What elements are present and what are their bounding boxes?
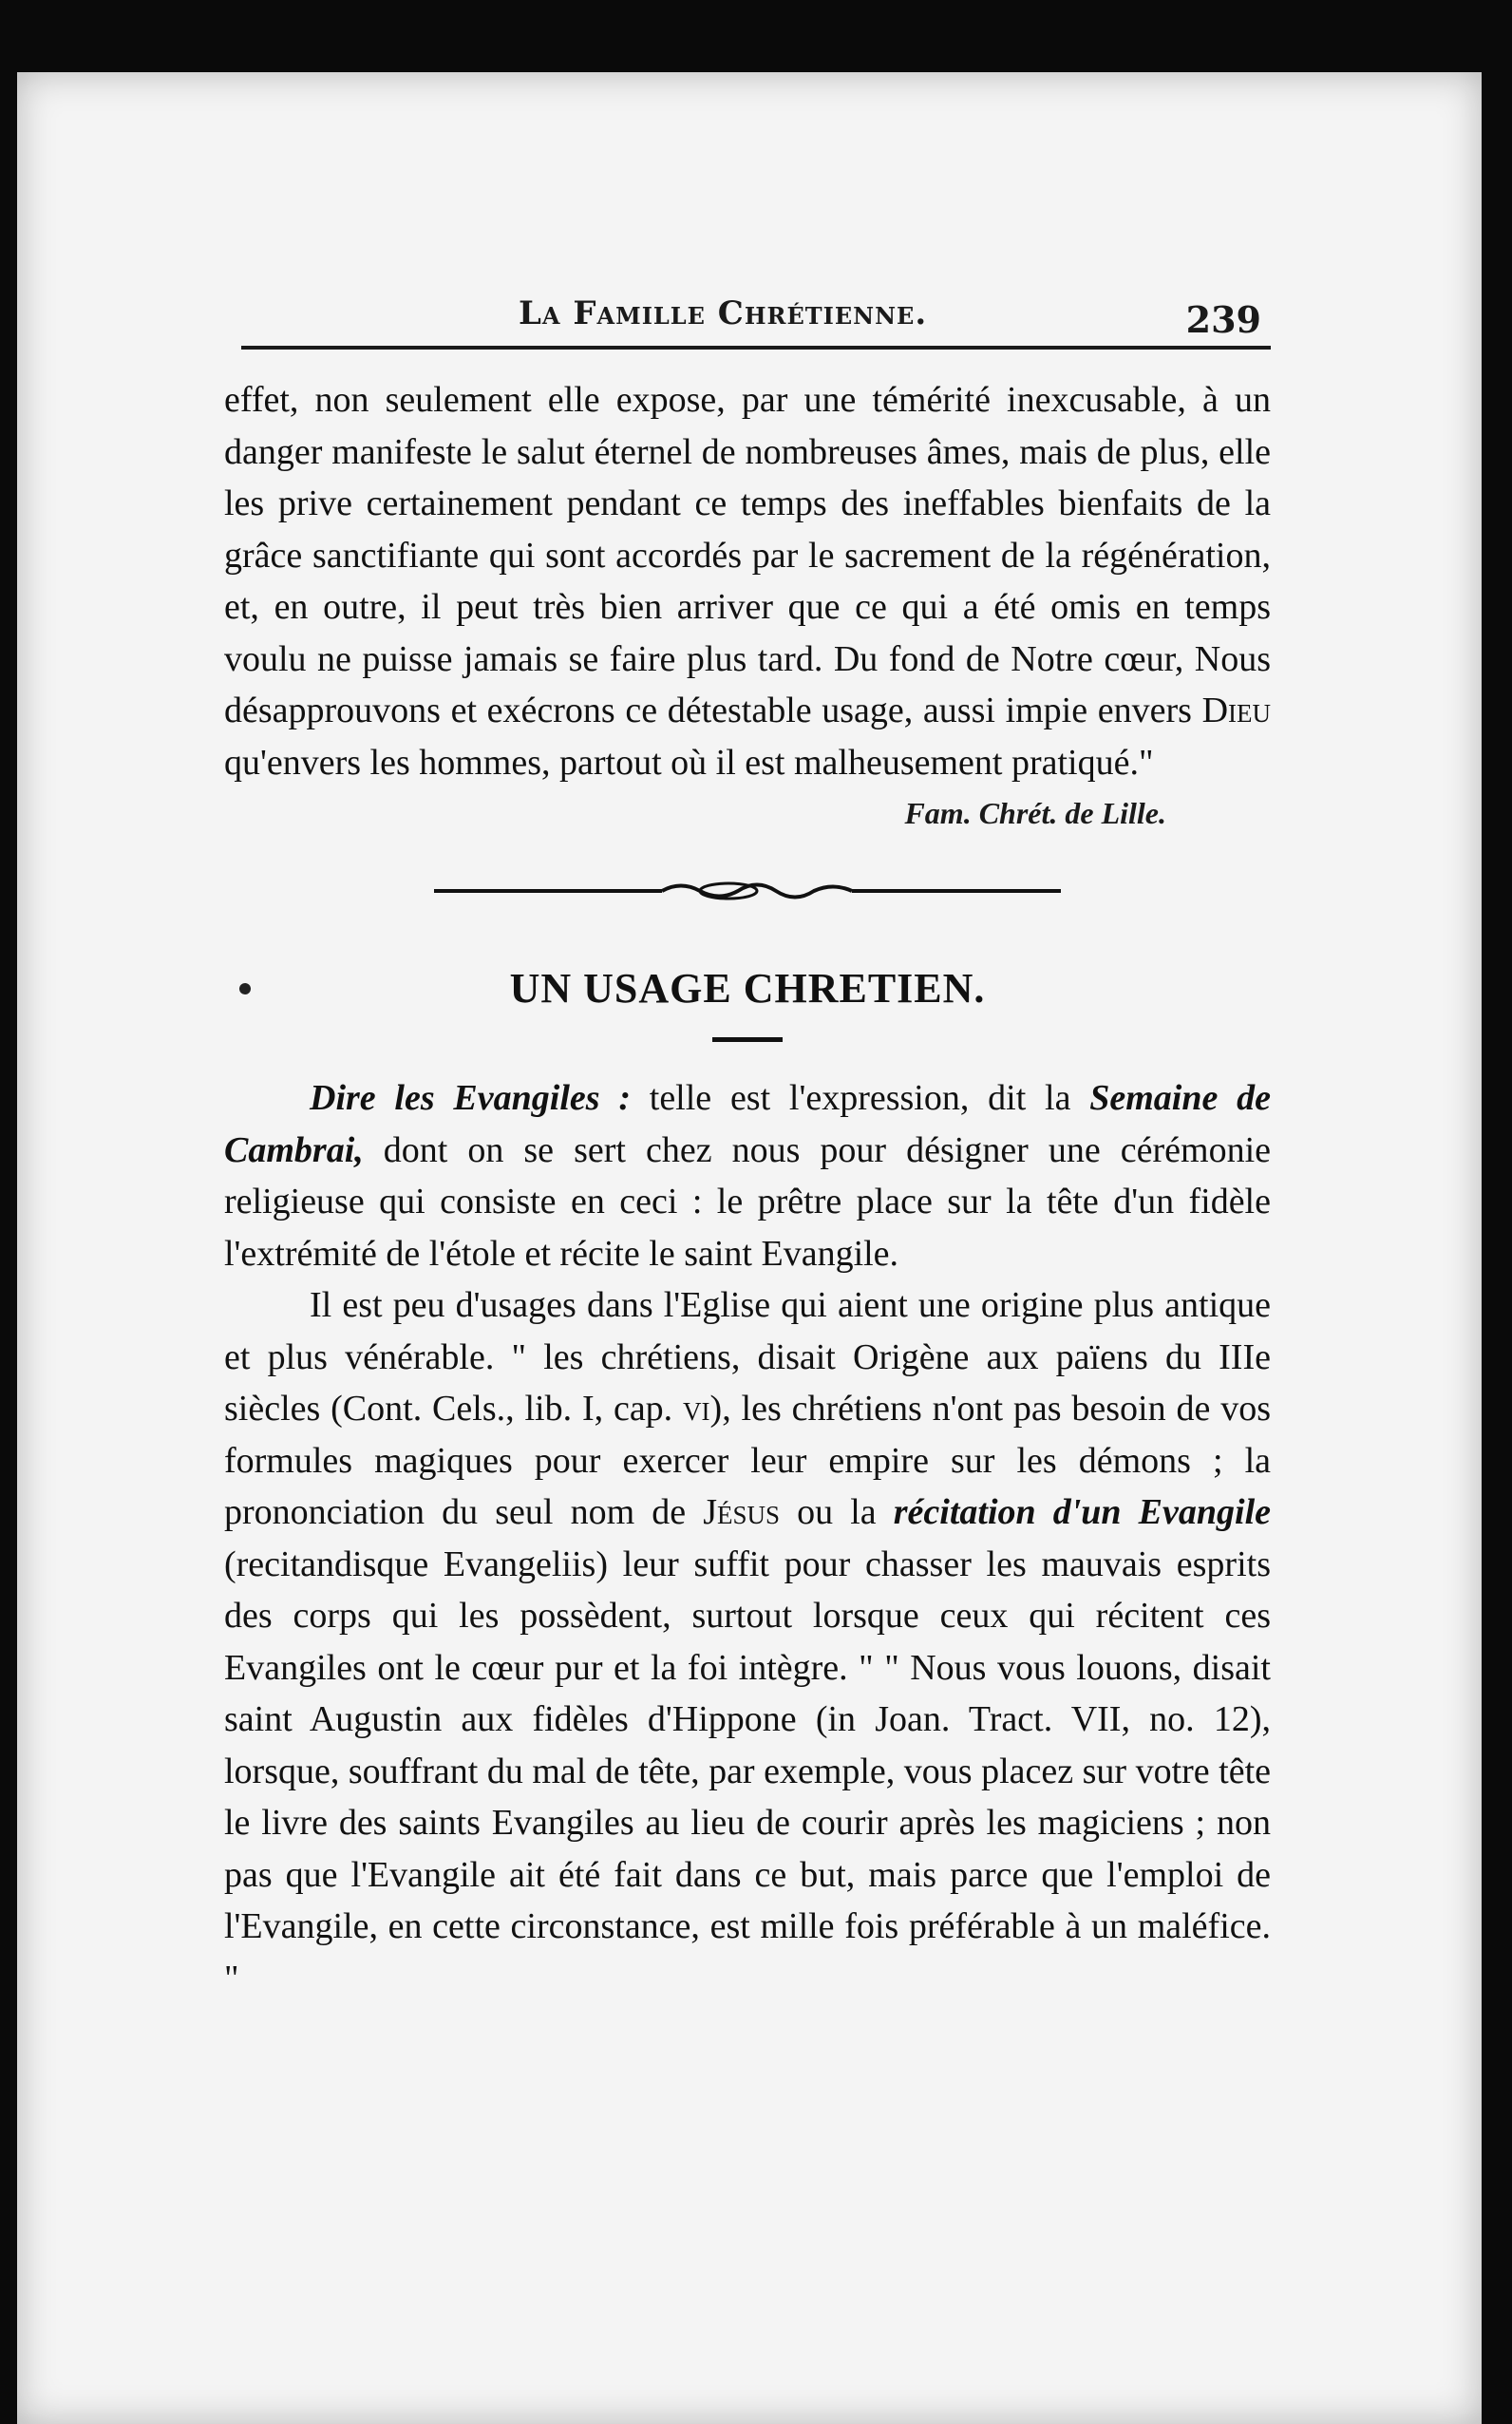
- p2-italic: récitation d'un Evangile: [893, 1492, 1271, 1532]
- passage-text-2: qu'envers les hommes, partout où il est malheusement pratiqué.": [224, 742, 1154, 783]
- p1-italic-b: Semaine de Cambrai,: [224, 1078, 1271, 1170]
- p2-text-c: ou la: [780, 1492, 894, 1532]
- paragraph-2: [224, 1279, 1271, 2004]
- section-body: [224, 1072, 1271, 2004]
- p2-jesus: Jésus: [703, 1492, 781, 1532]
- p2-vi: vi: [683, 1389, 710, 1429]
- title-rule: [712, 1037, 783, 1042]
- source-citation: Fam. Chrét. de Lille.: [904, 796, 1166, 830]
- page-content: [224, 291, 1271, 2004]
- passage-text-1: effet, non seulement elle expose, par une témérité inexcusable, à un danger manifeste le salut éternel de nombreuses âmes, mais de plus, elle les prive certainement pendant ce temps des ineffables bienfaits de la grâce sanctifiante qui sont accordés par le sacrement de la régénération, et, en outre, il peut très bien arriver que ce qui a été omis en temps voulu ne puisse jamais se faire plus tard. Du fond de Notre cœur, Nous désapprouvons et exécrons ce détestable usage, aussi impie envers: [224, 380, 1271, 730]
- running-title: La Famille Chrétienne.: [519, 294, 928, 332]
- p2-text-a: Il est peu d'usages dans l'Eglise qui aient une origine plus antique et plus vénérable. " les chrétiens, disait Origène aux païens du IIIe siècles (Cont. Cels., lib. I, cap.: [224, 1285, 1271, 1429]
- running-header: [224, 291, 1271, 348]
- quoted-passage: [224, 374, 1271, 788]
- p1-italic-a: Dire les Evangiles :: [310, 1078, 631, 1118]
- p2-text-d: (recitandisque Evangeliis) leur suffit pour chasser les mauvais esprits des corps qui les possèdent, surtout lorsque ceux qui récitent ces Evangiles ont le cœur pur et la foi intègre. " " Nous vous louons, disait saint Augustin aux fidèles d'Hippone (in Joan. Tract. VII, no. 12), lorsque, souffrant du mal de tête, par exemple, vous placez sur votre tête le livre des saints Evangiles au lieu de courir après les magiciens ; non pas que l'Evangile ait été fait dans ce but, mais parce que l'emploi de l'Evangile, en cette circonstance, est mille fois préférable à un maléfice. ": [224, 1543, 1271, 1998]
- bullet-dot: [239, 983, 251, 994]
- book-page: [17, 72, 1482, 2424]
- section-title: [224, 964, 1271, 1013]
- section-title-text: UN USAGE CHRETIEN.: [509, 965, 986, 1012]
- ornament-divider: [415, 877, 1080, 905]
- header-rule: [241, 346, 1271, 350]
- page-number: 239: [1185, 298, 1261, 341]
- p1-text-a: telle est l'expression, dit la: [630, 1078, 1090, 1118]
- passage-dieu: Dieu: [1201, 691, 1271, 730]
- paragraph-1: [224, 1072, 1271, 1279]
- p2-text-b: ), les chrétiens n'ont pas besoin de vos formules magiques pour exercer leur empire sur les démons ; la prononciation du seul nom de: [224, 1389, 1271, 1532]
- p1-text-b: dont on se sert chez nous pour désigner une cérémonie religieuse qui consiste en ceci : le prêtre place sur la tête d'un fidèle l'extrémité de l'étole et récite le saint Evangile.: [224, 1129, 1271, 1274]
